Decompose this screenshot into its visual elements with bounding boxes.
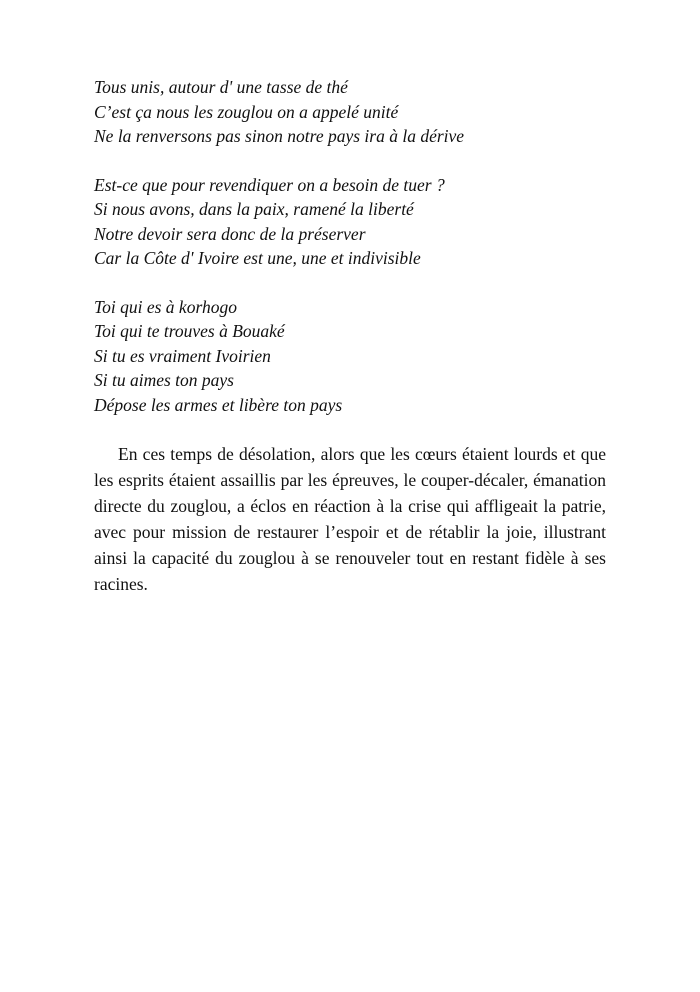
verse-line: Est-ce que pour revendiquer on a besoin de tuer ? [94,174,445,195]
text-column [94,75,606,597]
verse-stanza-1 [94,75,606,149]
verse-line: C’est ça nous les zouglou on a appelé unité [94,101,399,122]
verse-line: Notre devoir sera donc de la préserver [94,223,366,244]
body-paragraph: En ces temps de désolation, alors que les cœurs étaient lourds et que les esprits étaient assaillis par les épreuves, le couper-décaler, émanation directe du zouglou, a éclos en réaction à la crise qui affligeait la patrie, avec pour mission de restaurer l’espoir et de rétablir la joie, illustrant ainsi la capacité du zouglou à se renouveler tout en restant fidèle à ses racines. [94,444,606,594]
verse-line: Si nous avons, dans la paix, ramené la liberté [94,199,414,219]
verse-line: Tous unis, autour d' une tasse de thé [94,77,348,97]
verse-line: Dépose les armes et libère ton pays [94,394,343,415]
verse-stanza-3 [94,295,606,418]
verse-line: Si tu es vraiment Ivoirien [94,345,271,366]
verse-line: Toi qui te trouves à Bouaké [94,321,285,341]
verse-line: Si tu aimes ton pays [94,370,234,390]
verse-line: Toi qui es à korhogo [94,296,237,317]
verse-line: Ne la renversons pas sinon notre pays ira à la dérive [94,126,465,146]
verse-stanza-2 [94,173,606,271]
verse-line: Car la Côte d' Ivoire est une, une et indivisible [94,248,421,268]
